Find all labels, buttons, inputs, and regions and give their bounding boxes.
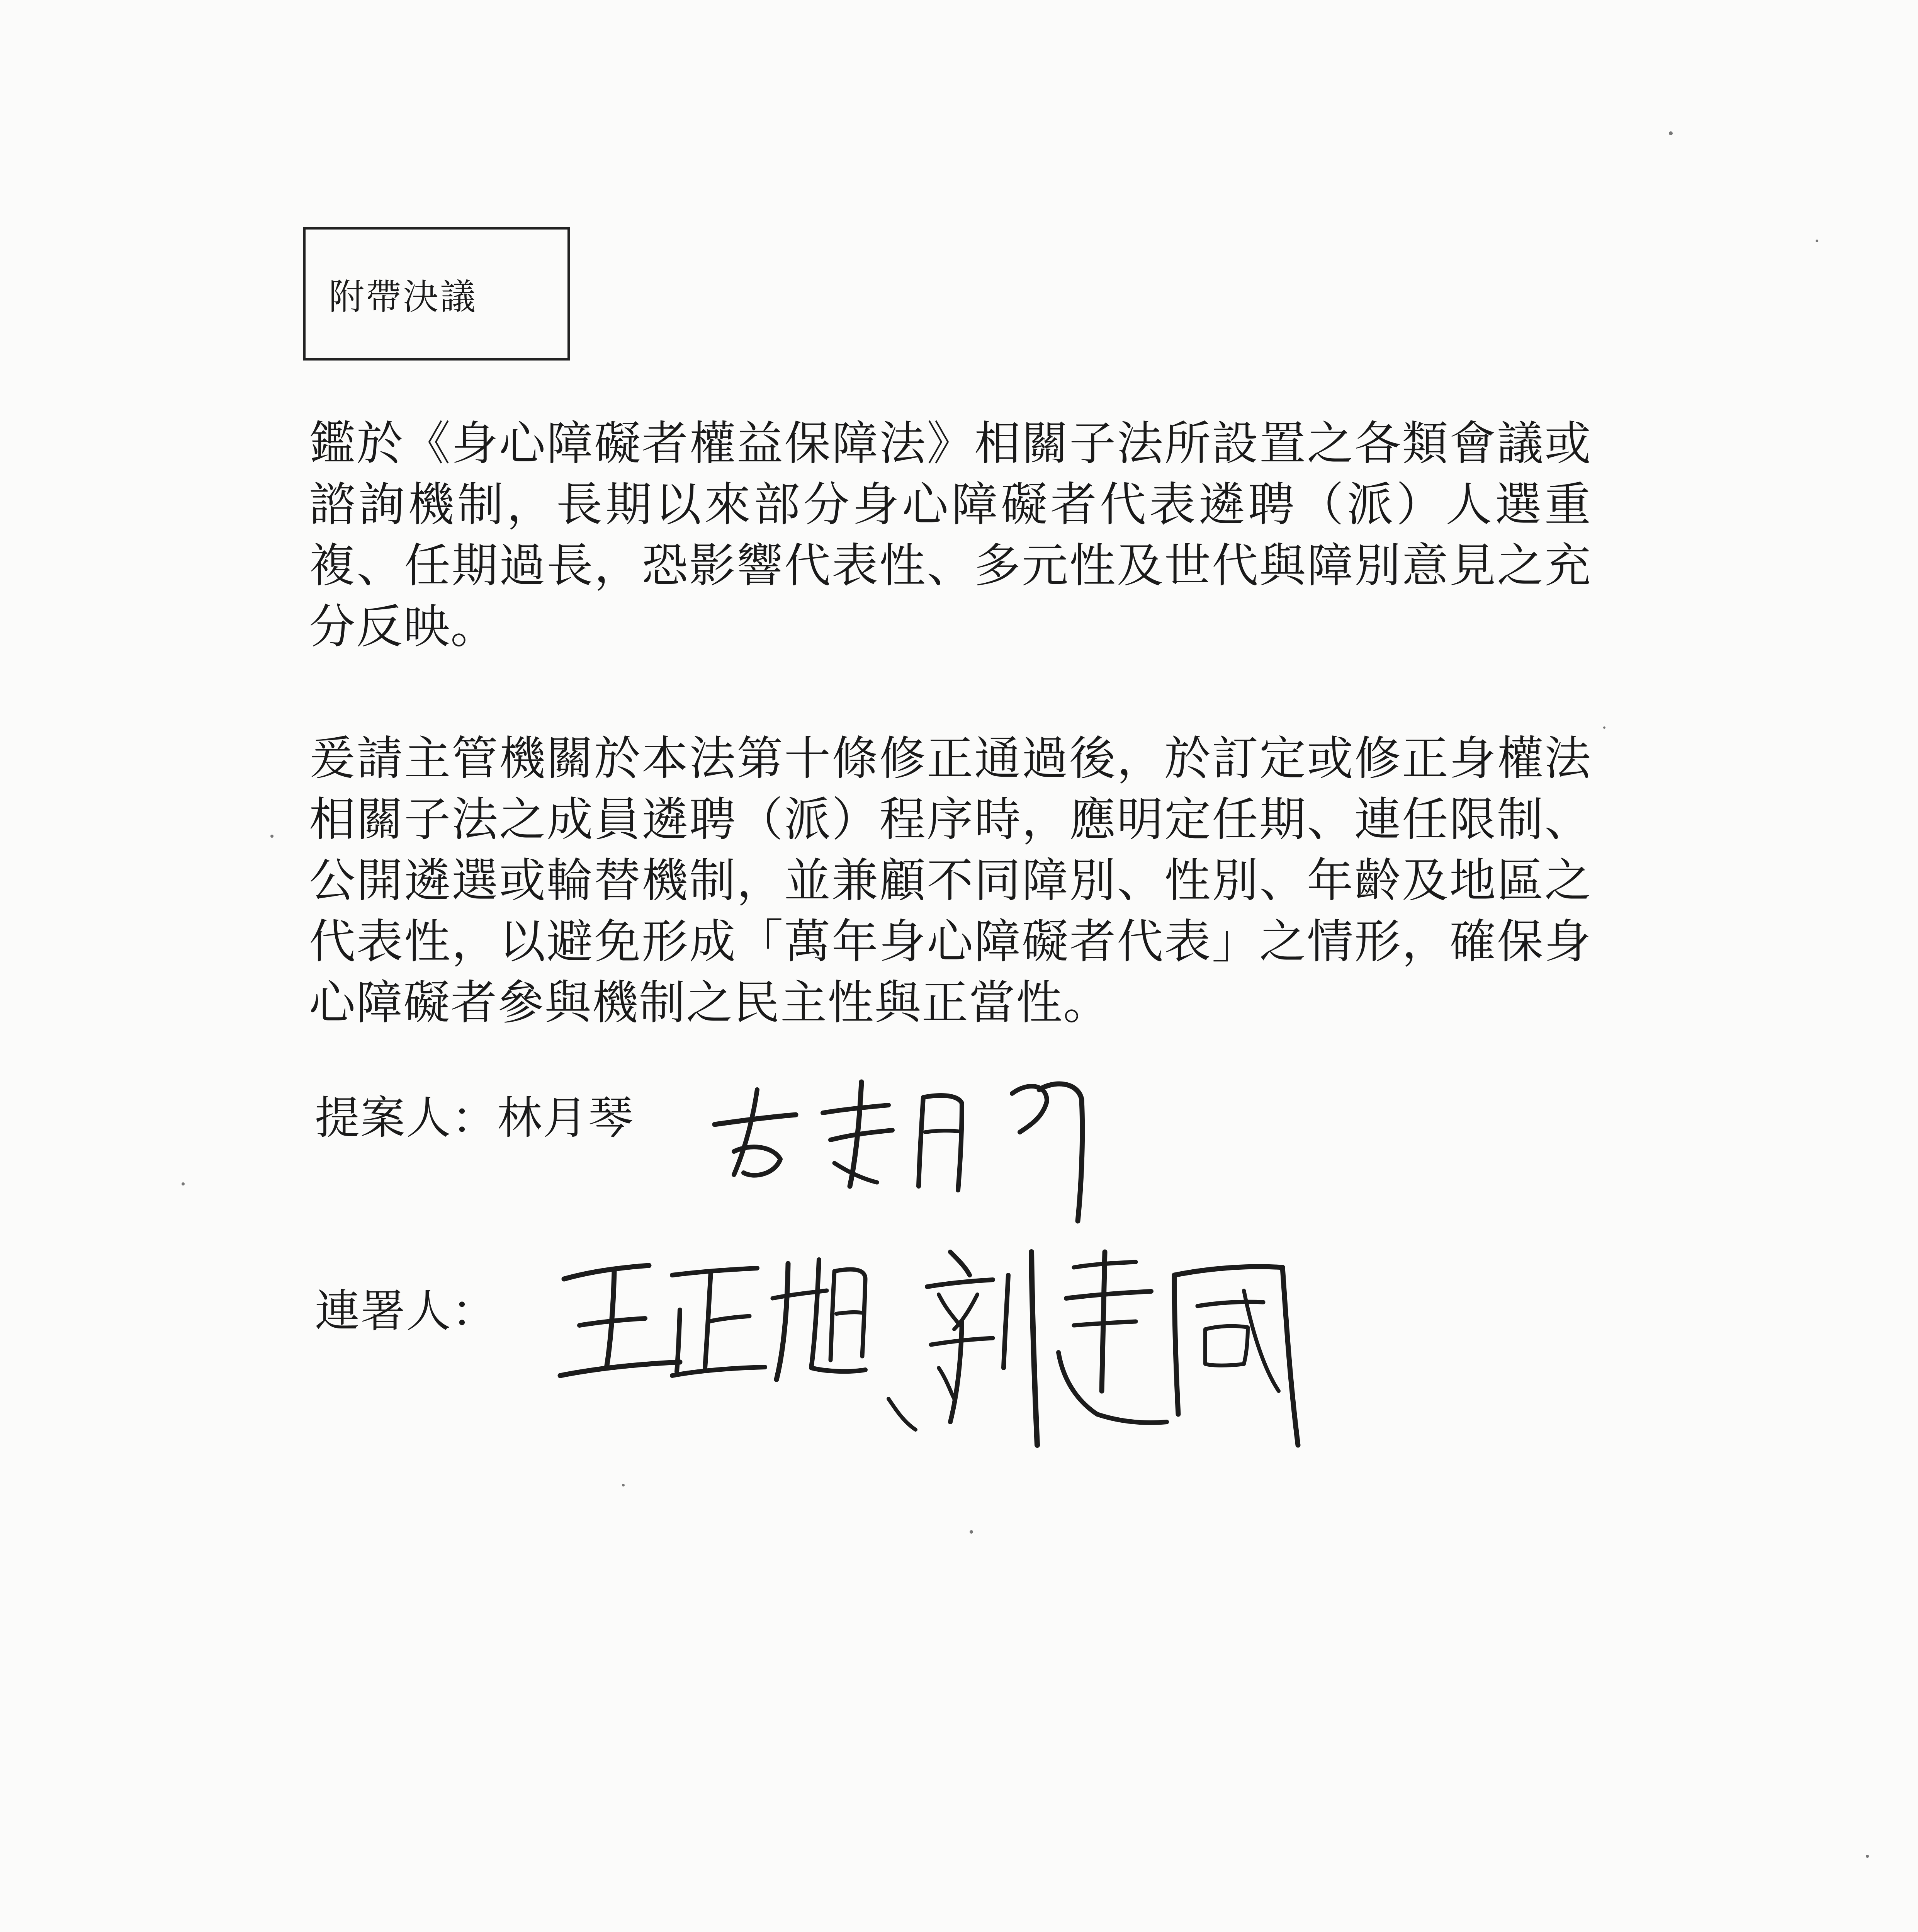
cosigner-label: 連署人： <box>315 1285 497 1337</box>
proposer-signature <box>707 1066 1101 1229</box>
proposer-line <box>315 1082 634 1146</box>
paragraph-background: 鑑於《身心障礙者權益保障法》相關子法所設置之各類會議或諮詢機制，長期以來部分身心障礙者代表遴聘（派）人選重複、任期過長，恐影響代表性、多元性及世代與障別意見之充分反映。 <box>309 417 1592 654</box>
section-label: 附帶決議 <box>329 276 477 318</box>
cosigner-signatures <box>556 1229 1313 1461</box>
resolution-label-box <box>303 227 570 361</box>
paragraph-request: 爰請主管機關於本法第十條修正通過後，於訂定或修正身權法相關子法之成員遴聘（派）程序時，應明定任期、連任限制、公開遴選或輪替機制，並兼顧不同障別、性別、年齡及地區之代表性，以避免形成「萬年身心障礙者代表」之情形，確保身心障礙者參與機制之民主性與正當性。 <box>309 732 1592 1030</box>
proposer-label: 提案人： <box>315 1092 497 1144</box>
cosigner-line <box>315 1275 497 1340</box>
proposer-name: 林月琴 <box>497 1092 634 1144</box>
